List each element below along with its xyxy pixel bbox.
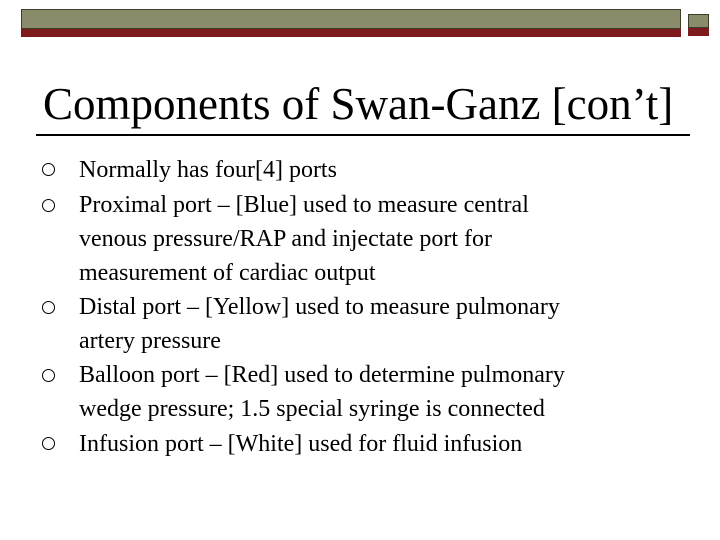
header-decoration-band [21, 9, 681, 37]
bullet-text [79, 290, 678, 358]
bullet-line: Infusion port – [White] used for fluid infusion [79, 431, 523, 457]
bullet-line: Normally has four[4] ports [79, 157, 337, 183]
bullet-line: artery pressure [79, 328, 221, 354]
bullet-text [79, 188, 678, 290]
bullet-item-ports-count [38, 152, 678, 188]
bullet-text [79, 152, 678, 188]
hollow-circle-bullet-icon [42, 437, 55, 450]
bullet-item-proximal-port [38, 188, 678, 290]
header-corner-square [688, 14, 709, 36]
hollow-circle-bullet-icon [42, 199, 55, 212]
bullet-text [79, 358, 678, 426]
bullet-item-infusion-port [38, 426, 678, 462]
slide-title: Components of Swan-Ganz [con’t] [43, 79, 674, 129]
bullet-list [38, 152, 678, 462]
bullet-line: Proximal port – [Blue] used to measure central [79, 192, 529, 218]
header-band-olive-bar [21, 9, 681, 29]
hollow-circle-bullet-icon [42, 163, 55, 176]
bullet-line: measurement of cardiac output [79, 260, 376, 286]
hollow-circle-bullet-icon [42, 369, 55, 382]
bullet-line: Balloon port – [Red] used to determine pulmonary [79, 362, 565, 388]
bullet-item-distal-port [38, 290, 678, 358]
corner-square-olive [688, 14, 709, 28]
hollow-circle-bullet-icon [42, 301, 55, 314]
bullet-text [79, 426, 678, 462]
bullet-line: Distal port – [Yellow] used to measure pulmonary [79, 294, 560, 320]
corner-square-red [688, 28, 709, 36]
title-underline-rule [36, 134, 690, 136]
bullet-line: venous pressure/RAP and injectate port for [79, 226, 493, 252]
bullet-line: wedge pressure; 1.5 special syringe is connected [79, 396, 545, 422]
bullet-item-balloon-port [38, 358, 678, 426]
header-band-red-bar [21, 29, 681, 37]
